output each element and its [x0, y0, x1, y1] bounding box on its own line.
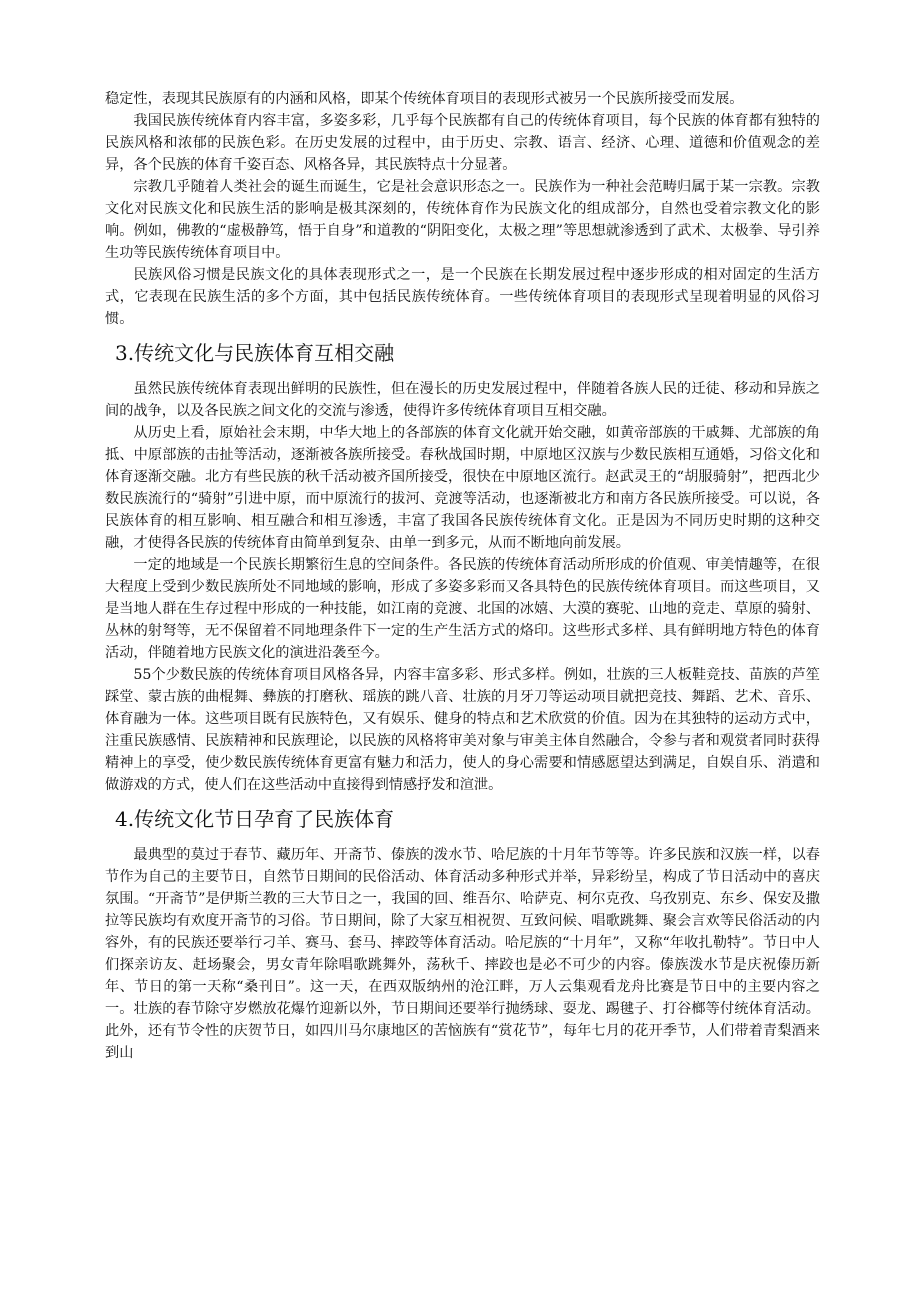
paragraph: 我国民族传统体育内容丰富，多姿多彩，几乎每个民族都有自己的传统体育项目，每个民族的体育都有独特的民族风格和浓郁的民族色彩。在历史发展的过程中，由于历史、宗教、语言、经济、心理、道德和价值观念的差异，各个民族的体育千姿百态、风格各异，其民族特点十分显著。 — [105, 113, 820, 173]
paragraph: 宗教几乎随着人类社会的诞生而诞生，它是社会意识形态之一。民族作为一种社会范畴归属于某一宗教。宗教文化对民族文化和民族生活的影响是极其深刻的，传统体育作为民族文化的组成部分，自然也受着宗教文化的影响。例如，佛教的“虚极静笃，悟于自身”和道教的“阴阳变化，太极之理”等思想就渗透到了武术、太极拳、导引养生功等民族传统体育项目中。 — [105, 179, 820, 261]
section-heading: 3.传统文化与民族体育互相交融 — [115, 341, 395, 365]
paragraph: 稳定性，表现其民族原有的内涵和风格，即某个传统体育项目的表现形式被另一个民族所接受而发展。 — [105, 91, 744, 107]
paragraph: 最典型的莫过于春节、藏历年、开斋节、傣族的泼水节、哈尼族的十月年节等等。许多民族和汉族一样，以春节作为自己的主要节日，自然节日期间的民俗活动、体育活动多种形式并举，异彩纷呈，构成了节日活动中的喜庆氛围。“开斋节”是伊斯兰教的三大节日之一，我国的回、维吾尔、哈萨克、柯尔克孜、乌孜别克、东乡、保安及撒拉等民族均有欢度开斋节的习俗。节日期间，除了大家互相祝贺、互致问候、唱歌跳舞、聚会言欢等民俗活动的内容外，有的民族还要举行刁羊、赛马、套马、摔跤等体育活动。哈尼族的“十月年”，又称“年收扎勒特”。节日中人们探亲访友、赶场聚会，男女青年除唱歌跳舞外，荡秋千、摔跤也是必不可少的内容。傣族泼水节是庆祝傣历新年、节日的第一天称“桑刊日”。这一天，在西双版纳州的沧江畔，万人云集观看龙舟比赛是节日中的主要内容之一。壮族的春节除守岁燃放花爆竹迎新以外，节日期间还要举行抛绣球、耍龙、踢毽子、打谷榔等付统体育活动。此外，还有节令性的庆贺节日，如四川马尔康地区的苦恼族有“赏花节”，每年七月的花开季节，人们带着青梨酒来到山 — [105, 847, 820, 1061]
paragraph: 民族风俗习惯是民族文化的具体表现形式之一，是一个民族在长期发展过程中逐步形成的相对固定的生活方式，它表现在民族生活的多个方面，其中包括民族传统体育。一些传统体育项目的表现形式呈现着明显的风俗习惯。 — [105, 267, 820, 327]
paragraph: 从历史上看，原始社会末期，中华大地上的各部族的体育文化就开始交融，如黄帝部族的干戚舞、尤部族的角抵、中原部族的击扯等活动，逐渐被各族所接受。春秋战国时期，中原地区汉族与少数民族相互通婚，习俗文化和体育逐渐交融。北方有些民族的秋千活动被齐国所接受，很快在中原地区流行。赵武灵王的“胡服骑射”，把西北少数民族流行的“骑射”引进中原，而中原流行的拔河、竞渡等活动，也逐渐被北方和南方各民族所接受。可以说，各民族体育的相互影响、相互融合和相互渗透，丰富了我国各民族传统体育文化。正是因为不同历史时期的这种交融，才使得各民族的传统体育由简单到复杂、由单一到多元，从而不断地向前发展。 — [105, 425, 820, 551]
paragraph: 虽然民族传统体育表现出鲜明的民族性，但在漫长的历史发展过程中，伴随着各族人民的迁徒、移动和异族之间的战争，以及各民族之间文化的交流与渗透，使得许多传统体育项目互相交融。 — [105, 381, 820, 419]
section-heading: 4.传统文化节日孕育了民族体育 — [115, 807, 395, 831]
paragraph: 一定的地域是一个民族长期繁衍生息的空间条件。各民族的传统体育活动所形成的价值观、审美情趣等，在很大程度上受到少数民族所处不同地域的影响，形成了多姿多彩而又各具特色的民族传统体育项目。而这些项目，又是当地人群在生存过程中形成的一种技能，如江南的竞渡、北国的冰嬉、大漠的赛驼、山地的竞走、草原的骑射、丛林的射弩等，无不保留着不同地理条件下一定的生产生活方式的烙印。这些形式多样、具有鲜明地方特色的体育活动，伴随着地方民族文化的演进沿袭至今。 — [105, 557, 820, 661]
paragraph: 55个少数民族的传统体育项目风格各异，内容丰富多彩、形式多样。例如，壮族的三人板鞋竞技、苗族的芦笙踩堂、蒙古族的曲棍舞、彝族的打磨秋、瑶族的跳八音、壮族的月牙刀等运动项目就把竞技、舞蹈、艺术、音乐、体育融为一体。这些项目既有民族特色，又有娱乐、健身的特点和艺术欣赏的价值。因为在其独特的运动方式中，注重民族感情、民族精神和民族理论，以民族的风格将审美对象与审美主体自然融合，令参与者和观赏者同时获得精神上的享受，使少数民族传统体育更富有魅力和活力，使人的身心需要和情感愿望达到满足，自娱自乐、消遣和做游戏的方式，使人们在这些活动中直接得到情感抒发和渲泄。 — [105, 667, 820, 793]
